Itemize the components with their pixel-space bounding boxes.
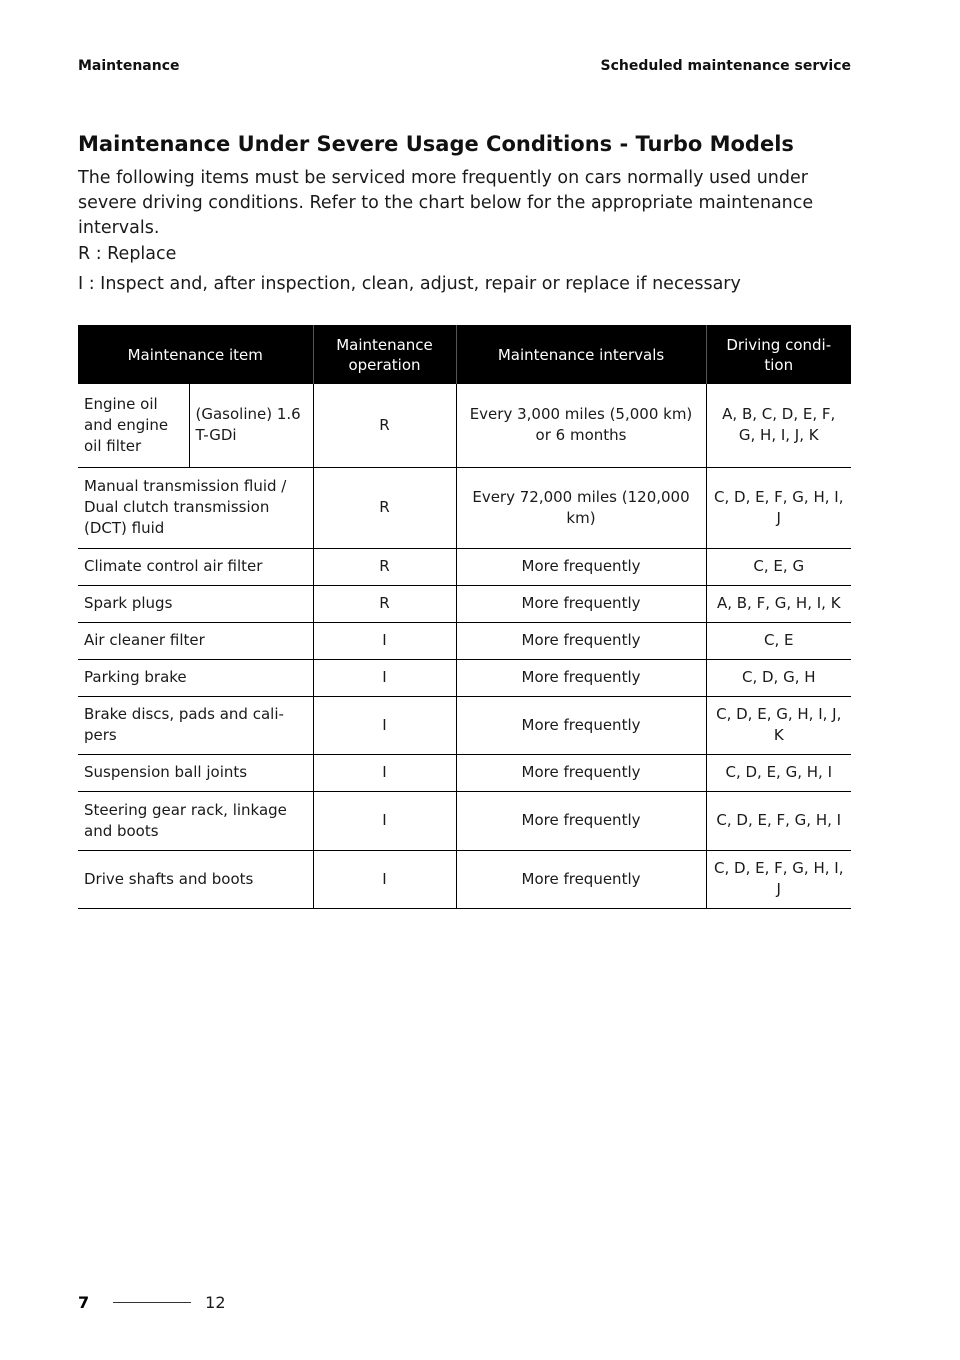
cell-interval: More frequently bbox=[456, 622, 706, 659]
cell-item: Climate control air filter bbox=[78, 548, 313, 585]
cell-interval: Every 3,000 miles (5,000 km) or 6 months bbox=[456, 384, 706, 467]
cell-condition: C, D, E, F, G, H, I, J bbox=[706, 850, 851, 908]
cell-operation: R bbox=[313, 548, 456, 585]
header-section: Maintenance bbox=[78, 58, 180, 74]
cell-interval: More frequently bbox=[456, 754, 706, 791]
running-header bbox=[78, 58, 851, 74]
table-row bbox=[78, 585, 851, 622]
cell-operation: I bbox=[313, 754, 456, 791]
page-footer bbox=[78, 1293, 226, 1312]
cell-operation: I bbox=[313, 791, 456, 850]
cell-operation: R bbox=[313, 467, 456, 548]
cell-condition: C, E, G bbox=[706, 548, 851, 585]
table-row bbox=[78, 548, 851, 585]
cell-interval: More frequently bbox=[456, 791, 706, 850]
table-row bbox=[78, 384, 851, 467]
cell-condition: C, D, E, F, G, H, I, J bbox=[706, 467, 851, 548]
cell-item: Spark plugs bbox=[78, 585, 313, 622]
table-row bbox=[78, 659, 851, 696]
chapter-number: 7 bbox=[78, 1293, 90, 1312]
cell-interval: More frequently bbox=[456, 696, 706, 754]
cell-operation: I bbox=[313, 850, 456, 908]
header-cell-item: Maintenance item bbox=[78, 325, 313, 384]
cell-condition: C, D, G, H bbox=[706, 659, 851, 696]
cell-subitem: (Gasoline) 1.6 T-GDi bbox=[189, 384, 313, 467]
cell-condition: C, E bbox=[706, 622, 851, 659]
legend-replace: R : Replace bbox=[78, 244, 177, 264]
footer-rule bbox=[113, 1302, 191, 1303]
legend-inspect: I : Inspect and, after inspection, clean, adjust, repair or replace if necessary bbox=[78, 274, 741, 294]
maintenance-table bbox=[78, 325, 851, 909]
cell-operation: I bbox=[313, 659, 456, 696]
cell-item: Air cleaner filter bbox=[78, 622, 313, 659]
table-row bbox=[78, 754, 851, 791]
cell-item: Drive shafts and boots bbox=[78, 850, 313, 908]
cell-item: Engine oil and engine oil filter bbox=[78, 384, 189, 467]
cell-condition: C, D, E, G, H, I, J, K bbox=[706, 696, 851, 754]
cell-operation: R bbox=[313, 384, 456, 467]
cell-condition: C, D, E, F, G, H, I bbox=[706, 791, 851, 850]
table-row bbox=[78, 467, 851, 548]
table-row bbox=[78, 622, 851, 659]
header-cell-condition: Driving condi- tion bbox=[706, 325, 851, 384]
cell-condition: A, B, C, D, E, F, G, H, I, J, K bbox=[706, 384, 851, 467]
table-row bbox=[78, 791, 851, 850]
header-topic: Scheduled maintenance service bbox=[600, 58, 851, 74]
cell-item: Suspension ball joints bbox=[78, 754, 313, 791]
table-header bbox=[78, 325, 851, 384]
intro-paragraph: The following items must be serviced more frequently on cars normally used under severe driving conditions. Refer to the chart below for the appropriate maintenance intervals. bbox=[78, 168, 814, 238]
page-title: Maintenance Under Severe Usage Conditions - Turbo Models bbox=[78, 132, 794, 156]
cell-item: Manual transmission fluid / Dual clutch transmission (DCT) fluid bbox=[78, 467, 313, 548]
cell-interval: Every 72,000 miles (120,000 km) bbox=[456, 467, 706, 548]
header-cell-operation: Maintenance operation bbox=[313, 325, 456, 384]
cell-interval: More frequently bbox=[456, 585, 706, 622]
cell-condition: C, D, E, G, H, I bbox=[706, 754, 851, 791]
cell-item: Brake discs, pads and cali- pers bbox=[78, 696, 313, 754]
cell-condition: A, B, F, G, H, I, K bbox=[706, 585, 851, 622]
table-row bbox=[78, 850, 851, 908]
page-number: 12 bbox=[205, 1293, 226, 1312]
cell-item: Parking brake bbox=[78, 659, 313, 696]
cell-interval: More frequently bbox=[456, 850, 706, 908]
cell-interval: More frequently bbox=[456, 659, 706, 696]
cell-operation: R bbox=[313, 585, 456, 622]
cell-item: Steering gear rack, linkage and boots bbox=[78, 791, 313, 850]
header-cell-interval: Maintenance intervals bbox=[456, 325, 706, 384]
cell-operation: I bbox=[313, 696, 456, 754]
table-row bbox=[78, 696, 851, 754]
cell-operation: I bbox=[313, 622, 456, 659]
cell-interval: More frequently bbox=[456, 548, 706, 585]
